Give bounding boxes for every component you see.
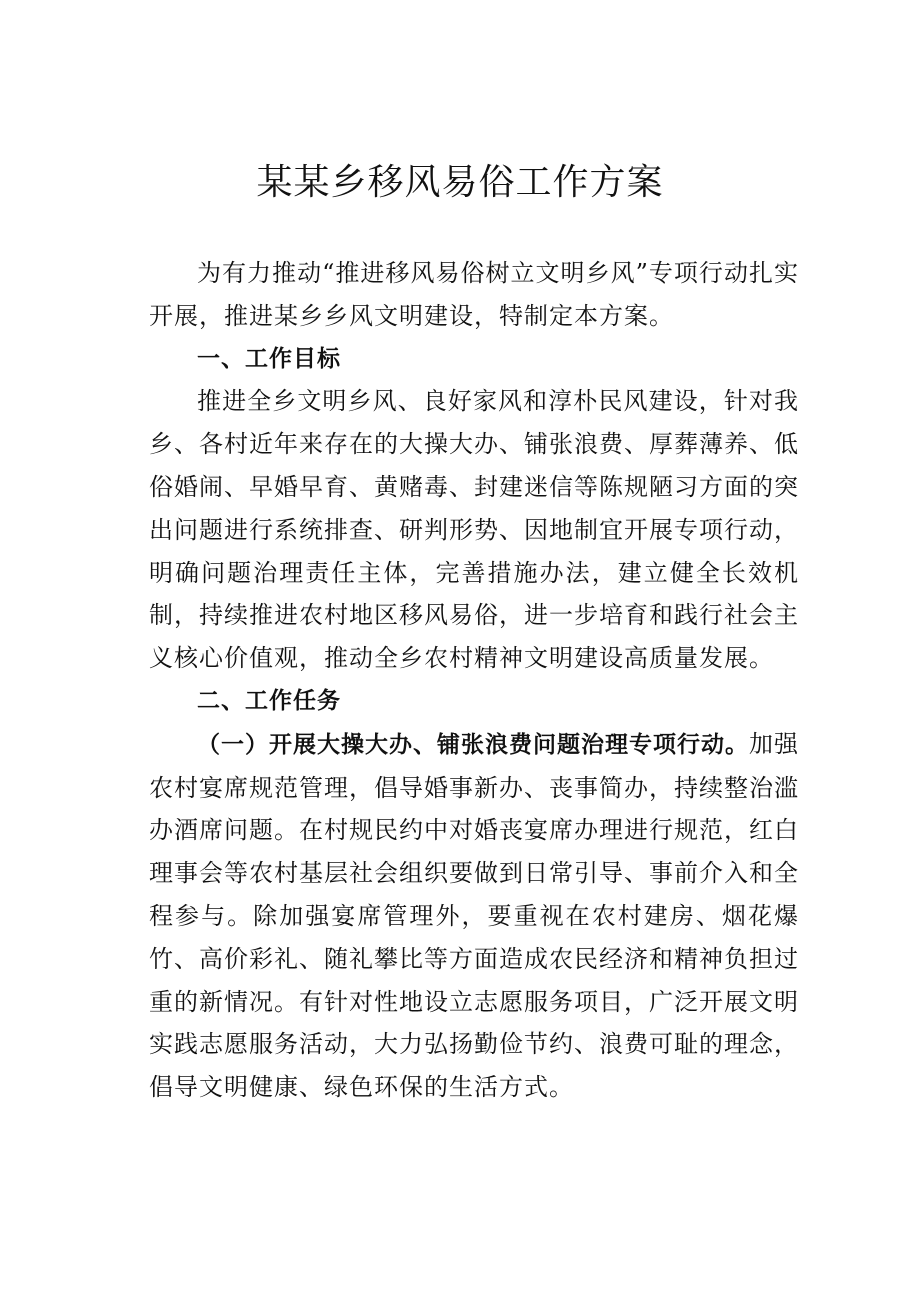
task-item-text: 加强农村宴席规范管理，倡导婚事新办、丧事简办，持续整治滥办酒席问题。在村规民约中对婚丧宴席办理进行规范，红白理事会等农村基层社会组织要做到日常引导、事前介入和全程参与。除加强宴席管理外，要重视在农村建房、烟花爆竹、高价彩礼、随礼攀比等方面造成农民经济和精神负担过重的新情况。有针对性地设立志愿服务项目，广泛开展文明实践志愿服务活动，大力弘扬勤俭节约、浪费可耻的理念，倡导文明健康、绿色环保的生活方式。 — [149, 729, 799, 1102]
section-heading-tasks: 二、工作任务 — [197, 687, 341, 714]
task-item-paragraph — [149, 723, 799, 1109]
intro-paragraph: 为有力推动“推进移风易俗树立文明乡风”专项行动扎实开展，推进某乡乡风文明建设，特制定本方案。 — [149, 259, 799, 330]
section-heading-goals: 一、工作目标 — [197, 345, 341, 372]
goals-paragraph: 推进全乡文明乡风、良好家风和淳朴民风建设，针对我乡、各村近年来存在的大操大办、铺张浪费、厚葬薄养、低俗婚闹、早婚早育、黄赌毒、封建迷信等陈规陋习方面的突出问题进行系统排查、研判形势、因地制宜开展专项行动，明确问题治理责任主体，完善措施办法，建立健全长效机制，持续推进农村地区移风易俗，进一步培育和践行社会主义核心价值观，推动全乡农村精神文明建设高质量发展。 — [149, 387, 799, 673]
document-body — [149, 252, 799, 1109]
task-item-lead: （一）开展大操大办、铺张浪费问题治理专项行动。 — [197, 731, 749, 758]
document-title: 某某乡移风易俗工作方案 — [256, 162, 664, 203]
